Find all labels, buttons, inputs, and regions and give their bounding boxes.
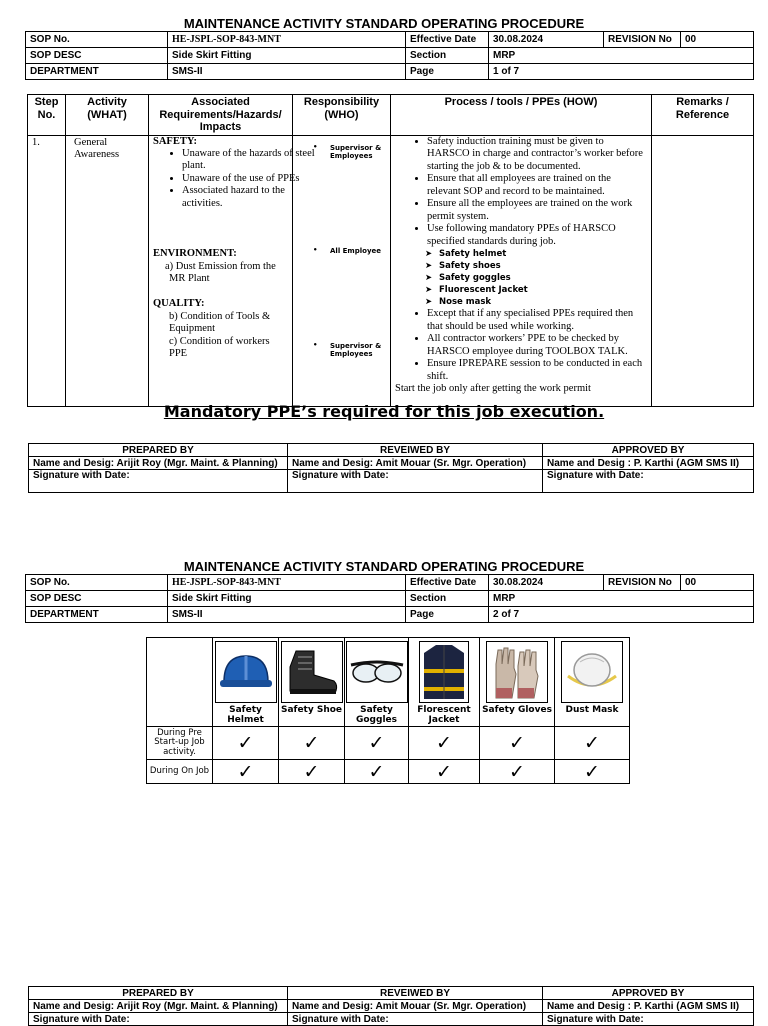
section: MRP (489, 591, 754, 607)
safety-heading: SAFETY: (153, 135, 197, 147)
arrow-icon: ➤ (425, 273, 433, 283)
reviewed-by-label: REVEIWED BY (288, 987, 543, 1000)
prepared-by-label: PREPARED BY (29, 444, 288, 457)
list-item: • Except that if any specialised PPEs required then that should be used while working. (427, 308, 645, 333)
section: MRP (489, 48, 754, 64)
bullet-icon: • (313, 245, 318, 254)
list-item: ➤ Safety shoes (425, 261, 501, 271)
prepared-by-label: PREPARED BY (29, 987, 288, 1000)
list-item: • Ensure IPREPARE session to be conducted in each shift. (427, 358, 645, 383)
signoff-table (28, 443, 754, 493)
revision-label: REVISION No (604, 32, 681, 48)
revision-label: REVISION No (604, 575, 681, 591)
doc-title: MAINTENANCE ACTIVITY STANDARD OPERATING PROCEDURE (183, 16, 585, 31)
prepared-by-name: Name and Desig: Arijit Roy (Mgr. Maint. & Planning) (29, 1000, 288, 1013)
department-label: DEPARTMENT (26, 607, 168, 623)
check-icon: ✓ (409, 727, 480, 760)
department: SMS-II (168, 64, 406, 80)
department: SMS-II (168, 607, 406, 623)
reviewed-by-name: Name and Desig: Amit Mouar (Sr. Mgr. Operation) (288, 457, 543, 470)
list-item: • Ensure all the employees are trained on the work permit system. (427, 198, 645, 223)
arrow-icon: ➤ (425, 261, 433, 271)
revision: 00 (681, 32, 754, 48)
approved-by-name: Name and Desig : P. Karthi (AGM SMS II) (543, 457, 754, 470)
sop-no-label: SOP No. (26, 575, 168, 591)
list-item: ➤ Fluorescent Jacket (425, 285, 528, 295)
header-table (25, 31, 754, 80)
ppe-corner-cell (147, 638, 213, 727)
effective-date: 30.08.2024 (489, 32, 604, 48)
list-item: • Unaware of the hazards of steel plant. (182, 148, 316, 173)
activity: General Awareness (74, 136, 120, 160)
ppe-jacket (409, 638, 480, 727)
responsibility-item: All Employee (330, 246, 382, 255)
header-table (25, 574, 754, 623)
list-item: • Ensure that all employees are trained on the relevant SOP and record to be maintained. (427, 173, 645, 198)
check-icon: ✓ (279, 760, 345, 784)
page-label: Page (406, 64, 489, 80)
prepared-signature: Signature with Date: (29, 470, 288, 493)
jacket-icon (419, 641, 469, 703)
bullet-icon: • (313, 142, 318, 151)
list-item: c) Condition of workers PPE (169, 335, 270, 359)
col-responsibility: Responsibility (WHO) (293, 95, 391, 136)
step-number: 1. (32, 136, 40, 148)
mask-icon (561, 641, 623, 703)
approved-signature: Signature with Date: (543, 470, 754, 493)
effective-date-label: Effective Date (406, 32, 489, 48)
sop-desc-label: SOP DESC (26, 591, 168, 607)
bullet-icon: • (313, 340, 318, 349)
process-footer: Start the job only after getting the work permit (395, 383, 591, 394)
ppe-label: Florescent Jacket (417, 705, 471, 725)
sop-no: HE-JSPL-SOP-843-MNT (168, 32, 406, 48)
list-item: • Associated hazard to the activities. (182, 185, 316, 210)
page-number: 1 of 7 (489, 64, 754, 80)
process-list-2 (391, 308, 651, 383)
check-icon: ✓ (213, 727, 279, 760)
ppe-label: Dust Mask (565, 705, 619, 715)
list-item: • All contractor workers’ PPE to be checked by HARSCO employee during TOOLBOX TALK. (427, 333, 645, 358)
shoe-icon (281, 641, 343, 703)
list-item: b) Condition of Tools & Equipment (169, 310, 271, 334)
list-item: • Use following mandatory PPEs of HARSCO specified standards during job. (427, 223, 645, 248)
process-list (391, 136, 651, 249)
environment-heading: ENVIRONMENT: (153, 247, 237, 259)
effective-date: 30.08.2024 (489, 575, 604, 591)
col-requirements: Associated Requirements/Hazards/ Impacts (149, 95, 293, 136)
approved-signature: Signature with Date: (543, 1013, 754, 1026)
col-process: Process / tools / PPEs (HOW) (391, 95, 652, 136)
check-icon: ✓ (345, 760, 409, 784)
col-step: Step No. (28, 95, 66, 136)
gloves-icon (486, 641, 548, 703)
check-icon: ✓ (480, 727, 555, 760)
sop-no: HE-JSPL-SOP-843-MNT (168, 575, 406, 591)
reviewed-by-label: REVEIWED BY (288, 444, 543, 457)
ppe-goggles (345, 638, 409, 727)
sop-desc-label: SOP DESC (26, 48, 168, 64)
mandatory-ppe-heading: Mandatory PPE’s required for this job execution. (163, 402, 605, 421)
ppe-label: Safety Shoe (280, 705, 343, 715)
reviewed-by-name: Name and Desig: Amit Mouar (Sr. Mgr. Operation) (288, 1000, 543, 1013)
ppe-row-label: During On Job (147, 760, 213, 784)
arrow-icon: ➤ (425, 297, 433, 307)
check-icon: ✓ (213, 760, 279, 784)
ppe-matrix (146, 637, 630, 784)
approved-by-name: Name and Desig : P. Karthi (AGM SMS II) (543, 1000, 754, 1013)
page-number: 2 of 7 (489, 607, 754, 623)
col-activity: Activity (WHAT) (66, 95, 149, 136)
sop-steps-table (27, 94, 754, 407)
check-icon: ✓ (480, 760, 555, 784)
safety-list (149, 148, 316, 211)
requirements-cell (149, 135, 315, 406)
ppe-label: Safety Gloves (482, 705, 552, 715)
responsibility-cell (293, 136, 390, 406)
ppe-row-label: During Pre Start-up Job activity. (147, 727, 213, 760)
arrow-icon: ➤ (425, 249, 433, 259)
prepared-by-name: Name and Desig: Arijit Roy (Mgr. Maint. & Planning) (29, 457, 288, 470)
ppe-label: Safety Goggles (355, 705, 397, 725)
helmet-icon (215, 641, 277, 703)
approved-by-label: APPROVED BY (543, 987, 754, 1000)
list-item: ➤ Safety goggles (425, 273, 511, 283)
signoff-table (28, 986, 754, 1026)
sop-desc: Side Skirt Fitting (168, 591, 406, 607)
ppe-helmet (213, 638, 279, 727)
approved-by-label: APPROVED BY (543, 444, 754, 457)
page-label: Page (406, 607, 489, 623)
list-item: a) Dust Emission from the MR Plant (165, 260, 276, 284)
reviewed-signature: Signature with Date: (288, 470, 543, 493)
check-icon: ✓ (345, 727, 409, 760)
responsibility-item: Supervisor & Employees (330, 143, 382, 160)
col-remarks: Remarks / Reference (652, 95, 754, 136)
process-cell (391, 136, 651, 406)
doc-title: MAINTENANCE ACTIVITY STANDARD OPERATING PROCEDURE (183, 559, 585, 574)
ppe-label: Safety Helmet (227, 705, 264, 725)
ppe-list (391, 248, 651, 308)
revision: 00 (681, 575, 754, 591)
section-label: Section (406, 48, 489, 64)
check-icon: ✓ (409, 760, 480, 784)
reviewed-signature: Signature with Date: (288, 1013, 543, 1026)
ppe-gloves (480, 638, 555, 727)
department-label: DEPARTMENT (26, 64, 168, 80)
arrow-icon: ➤ (425, 285, 433, 295)
list-item: ➤ Nose mask (425, 297, 492, 307)
check-icon: ✓ (555, 760, 630, 784)
list-item: • Safety induction training must be given to HARSCO in charge and contractor’s worker before starting the job & to be documented. (427, 136, 645, 174)
quality-heading: QUALITY: (153, 297, 205, 309)
check-icon: ✓ (279, 727, 345, 760)
goggles-icon (346, 641, 408, 703)
prepared-signature: Signature with Date: (29, 1013, 288, 1026)
sop-desc: Side Skirt Fitting (168, 48, 406, 64)
sop-no-label: SOP No. (26, 32, 168, 48)
list-item: • Unaware of the use of PPEs (182, 173, 316, 186)
ppe-shoe (279, 638, 345, 727)
remarks-cell (652, 135, 754, 406)
effective-date-label: Effective Date (406, 575, 489, 591)
ppe-mask (555, 638, 630, 727)
section-label: Section (406, 591, 489, 607)
responsibility-item: Supervisor & Employees (330, 341, 382, 358)
check-icon: ✓ (555, 727, 630, 760)
list-item: ➤ Safety helmet (425, 249, 507, 259)
